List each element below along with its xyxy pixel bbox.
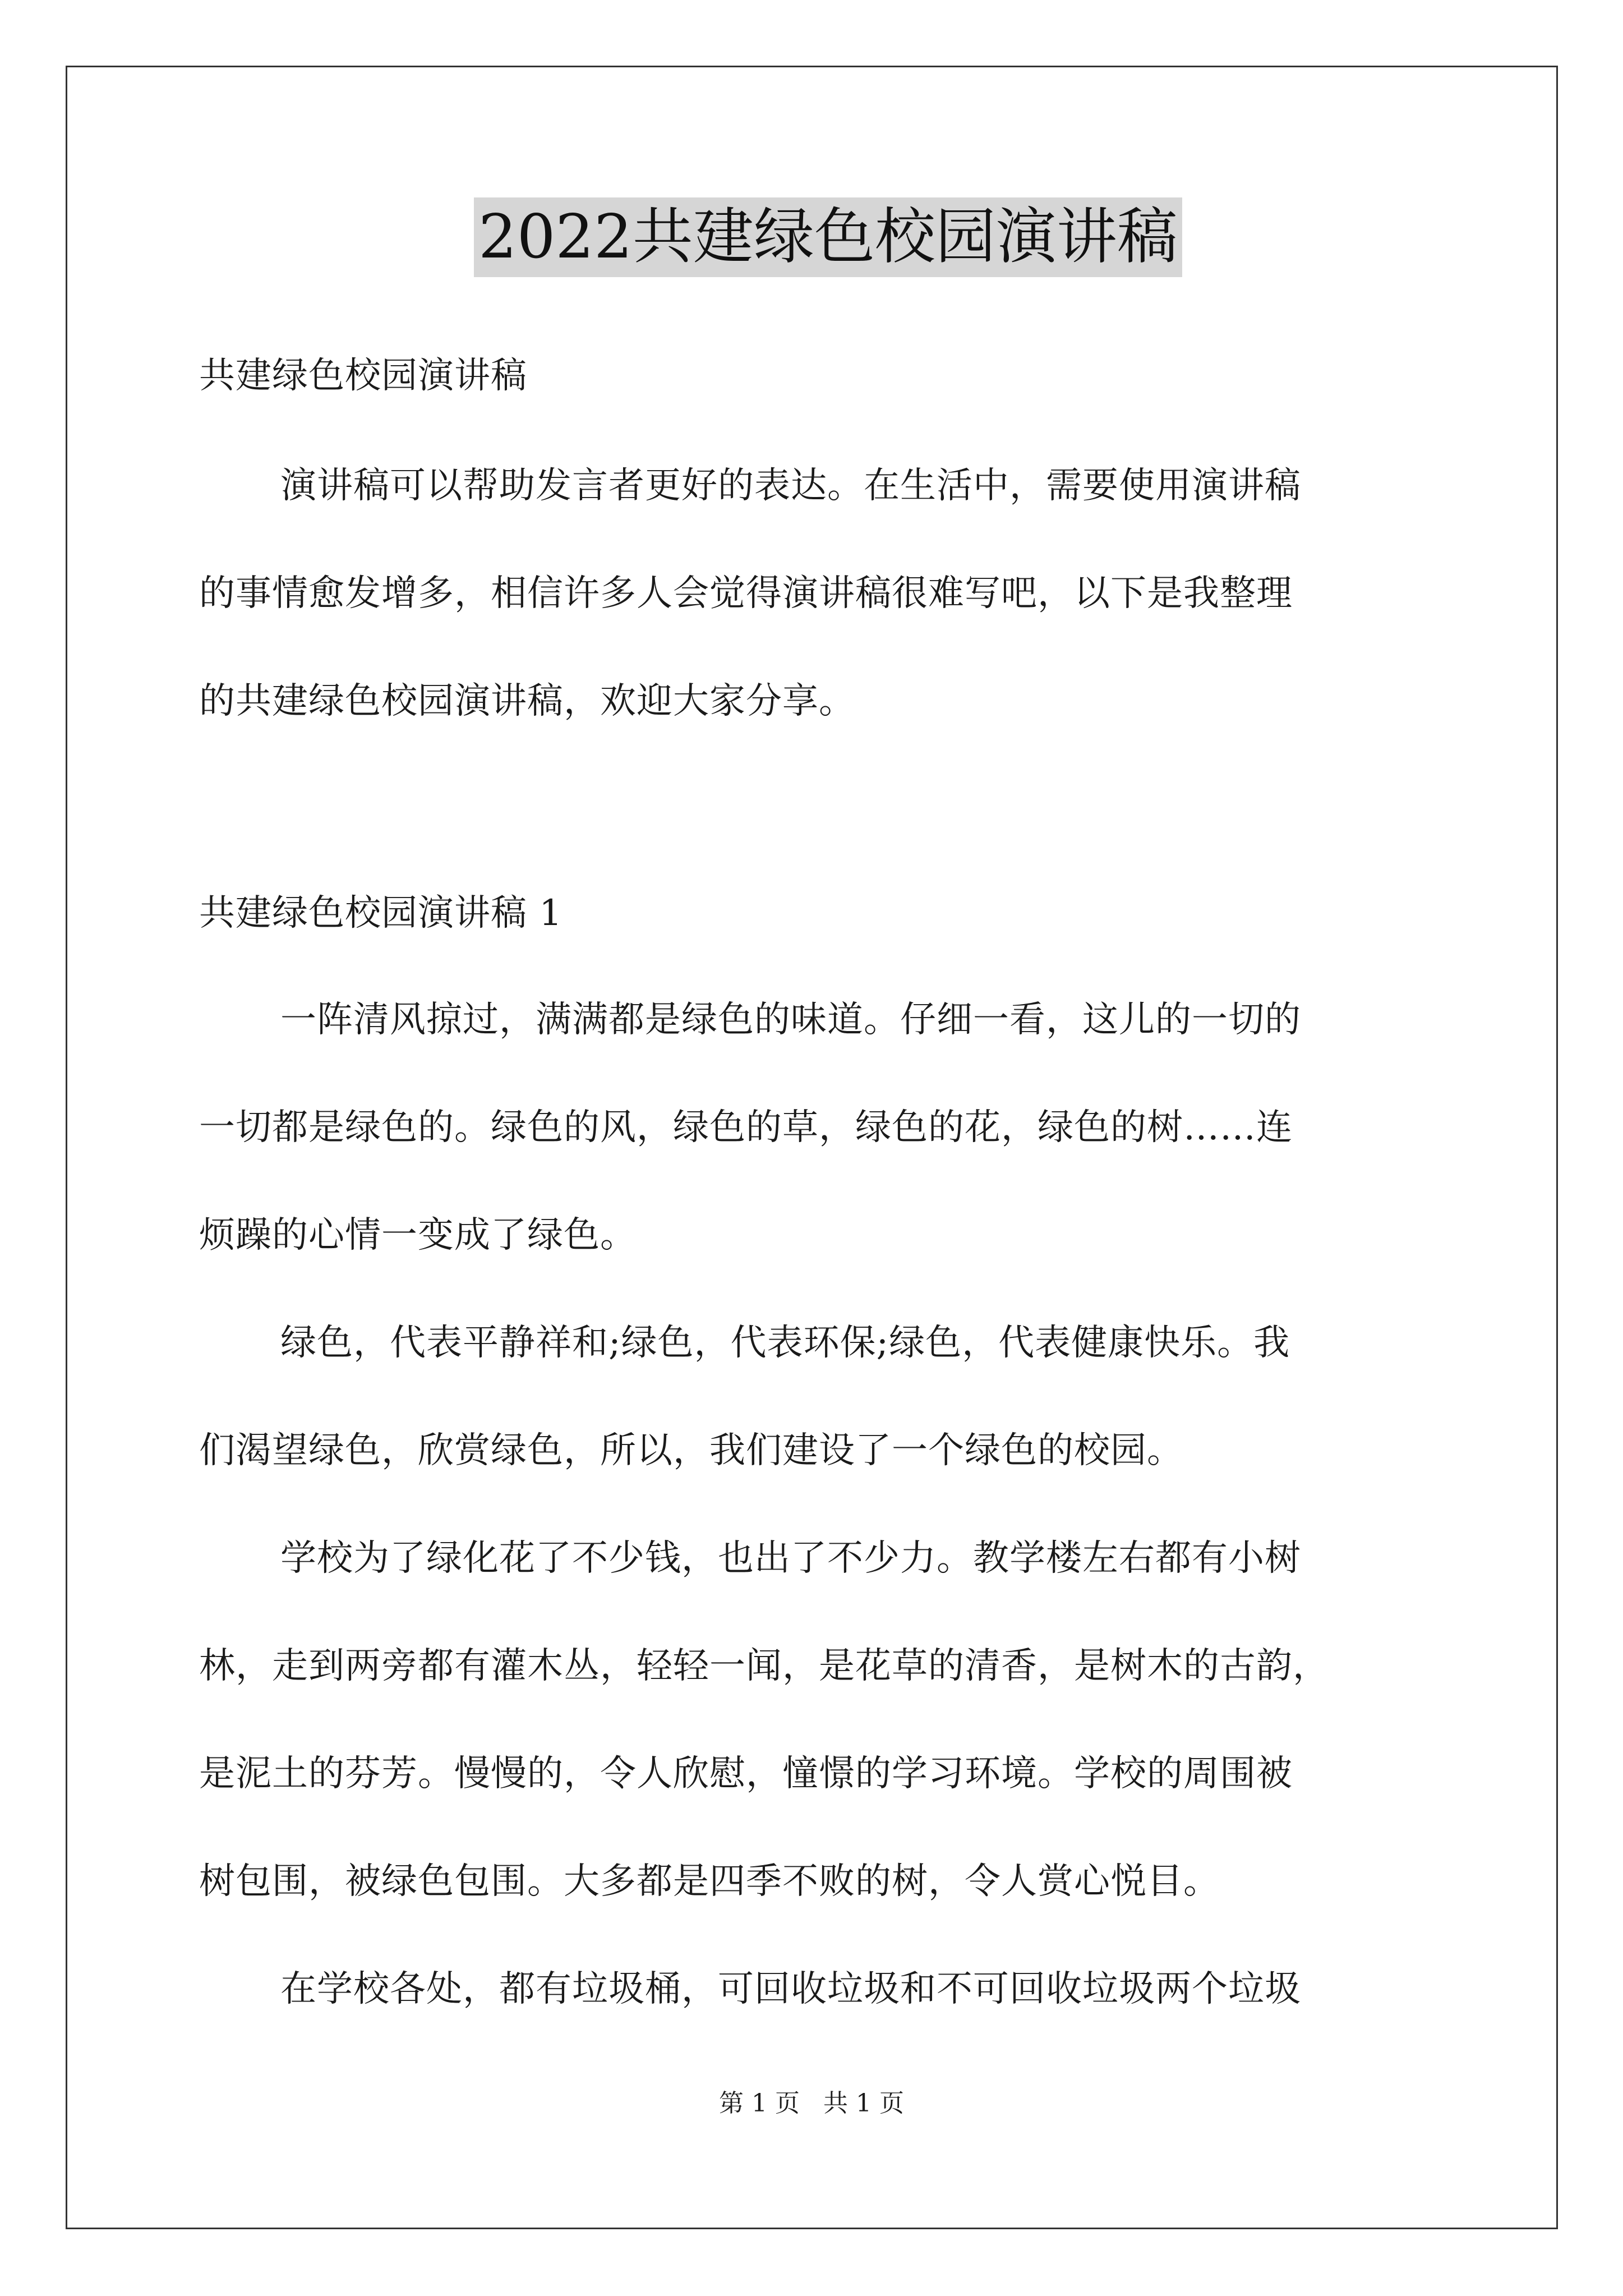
paragraph-line: 在学校各处，都有垃圾桶，可回收垃圾和不可回收垃圾两个垃圾 <box>280 1968 1301 2010</box>
section-heading-1: 共建绿色校园演讲稿 1 <box>199 892 563 934</box>
paragraph-line: 一切都是绿色的。绿色的风，绿色的草，绿色的花，绿色的树……连 <box>199 1107 1293 1148</box>
paragraph-line: 们渴望绿色，欣赏绿色，所以，我们建设了一个绿色的校园。 <box>199 1430 1183 1471</box>
paragraph-line: 的共建绿色校园演讲稿，欢迎大家分享。 <box>199 680 855 722</box>
paragraph-line: 绿色，代表平静祥和;绿色，代表环保;绿色，代表健康快乐。我 <box>280 1322 1290 1364</box>
paragraph-line: 烦躁的心情一变成了绿色。 <box>199 1214 637 1256</box>
paragraph-line: 学校为了绿化花了不少钱，也出了不少力。教学楼左右都有小树 <box>280 1538 1301 1579</box>
section-heading-intro: 共建绿色校园演讲稿 <box>199 355 527 397</box>
paragraph-line: 树包围，被绿色包围。大多都是四季不败的树，令人赏心悦目。 <box>199 1861 1220 1902</box>
paragraph-line: 的事情愈发增多，相信许多人会觉得演讲稿很难写吧，以下是我整理 <box>199 573 1293 614</box>
paragraph-line: 林，走到两旁都有灌木丛，轻轻一闻，是花草的清香，是树木的古韵， <box>199 1645 1329 1687</box>
document-title: 2022共建绿色校园演讲稿 <box>474 197 1182 277</box>
paragraph-line: 一阵清风掠过，满满都是绿色的味道。仔细一看，这儿的一切的 <box>280 999 1301 1041</box>
paragraph-line: 是泥土的芬芳。慢慢的，令人欣慰，憧憬的学习环境。学校的周围被 <box>199 1753 1293 1795</box>
page-footer: 第 1 页 共 1 页 <box>719 2089 904 2118</box>
paragraph-line: 演讲稿可以帮助发言者更好的表达。在生活中，需要使用演讲稿 <box>280 465 1301 507</box>
